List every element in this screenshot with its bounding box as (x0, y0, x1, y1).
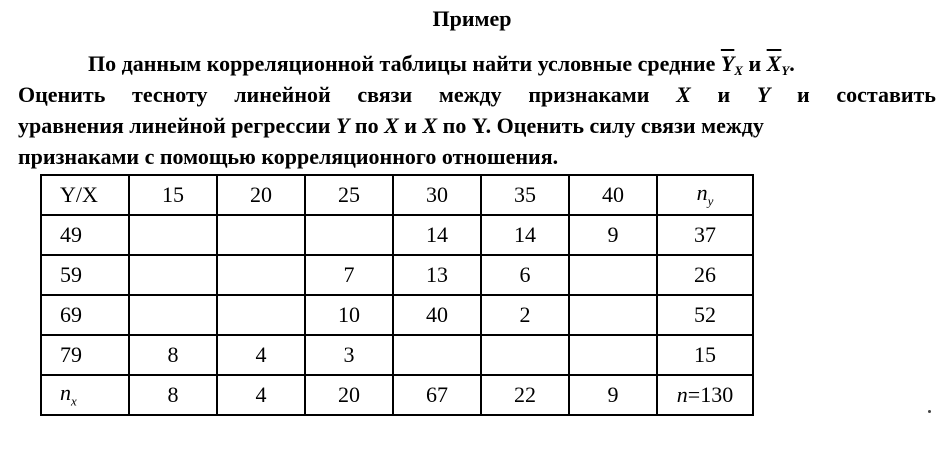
statement-word: и (717, 82, 731, 107)
mean-y-subscript: X (734, 63, 743, 78)
statement-line-2 (18, 79, 936, 110)
page-title: Пример (432, 6, 512, 31)
nx-value: 67 (393, 375, 481, 415)
table-cell: 10 (305, 295, 393, 335)
table-header-row (41, 175, 753, 215)
nx-value: 9 (569, 375, 657, 415)
table-cell: 13 (393, 255, 481, 295)
table-cell (129, 215, 217, 255)
statement-word: тесноту (132, 82, 208, 107)
table-cell (569, 295, 657, 335)
table-cell: 4 (217, 335, 305, 375)
table-header-cell: 15 (129, 175, 217, 215)
statement-text: . (789, 51, 795, 76)
table-cell: 14 (481, 215, 569, 255)
table-cell (217, 255, 305, 295)
statement-text: и (742, 51, 767, 76)
nx-header-cell (41, 375, 129, 415)
table-cell: 8 (129, 335, 217, 375)
row-y-value: 79 (41, 335, 129, 375)
statement-word: признаками (528, 82, 650, 107)
nx-value: 4 (217, 375, 305, 415)
row-ny-value: 26 (657, 255, 753, 295)
table-totals-row (41, 375, 753, 415)
table-cell (569, 255, 657, 295)
statement-text: по (349, 113, 385, 138)
statement-word: Оценить (18, 82, 106, 107)
ny-subscript: y (707, 193, 714, 209)
total-n-value: =130 (687, 382, 734, 407)
table-cell (129, 255, 217, 295)
nx-value: 22 (481, 375, 569, 415)
ny-header-cell (657, 175, 753, 215)
table-header-cell: 25 (305, 175, 393, 215)
problem-statement (18, 48, 936, 172)
table-cell (569, 335, 657, 375)
mean-x-subscript: Y (781, 63, 790, 78)
table-cell (217, 295, 305, 335)
row-ny-value: 52 (657, 295, 753, 335)
statement-text: уравнения линейной регрессии (18, 113, 336, 138)
table-cell (305, 215, 393, 255)
table-cell (393, 335, 481, 375)
statement-word: X (676, 82, 691, 107)
row-y-value: 49 (41, 215, 129, 255)
statement-text: по Y. Оценить силу связи между (437, 113, 764, 138)
table-cell (481, 335, 569, 375)
statement-word: между (438, 82, 502, 107)
table-header-cell: 20 (217, 175, 305, 215)
variable-x: X (422, 113, 438, 138)
statement-text: и (398, 113, 423, 138)
variable-y: Y (335, 113, 350, 138)
mean-y-symbol: $\overline{Y}$ (720, 51, 735, 76)
table-row (41, 295, 753, 335)
table-header-cell: 40 (569, 175, 657, 215)
row-ny-value: 37 (657, 215, 753, 255)
statement-word: связи (357, 82, 413, 107)
variable-x: X (384, 113, 399, 138)
table-cell: 3 (305, 335, 393, 375)
table-cell: 14 (393, 215, 481, 255)
nx-value: 20 (305, 375, 393, 415)
mean-x-symbol: $\overline{X}$ (766, 51, 782, 76)
nx-symbol: n (60, 380, 71, 406)
nx-value: 8 (129, 375, 217, 415)
table-header-cell: 30 (393, 175, 481, 215)
statement-line-4: признаками с помощью корреляционного отношения. (18, 144, 559, 169)
row-ny-value: 15 (657, 335, 753, 375)
table-cell: 6 (481, 255, 569, 295)
table-cell: 7 (305, 255, 393, 295)
statement-word: Y (756, 82, 771, 107)
statement-text: По данным корреляционной таблицы найти условные средние (88, 51, 721, 76)
table-cell: 9 (569, 215, 657, 255)
table-cell (217, 215, 305, 255)
row-y-value: 59 (41, 255, 129, 295)
table-row (41, 215, 753, 255)
statement-word: составить (836, 82, 936, 107)
speck-mark (928, 410, 931, 413)
total-n-symbol: n (676, 382, 688, 407)
row-y-value: 69 (41, 295, 129, 335)
statement-line-3 (18, 110, 936, 141)
table-corner-cell: Y/X (41, 175, 129, 215)
total-n-cell (657, 375, 753, 415)
table-row (41, 335, 753, 375)
nx-subscript: x (71, 393, 77, 409)
table-cell: 40 (393, 295, 481, 335)
table-header-cell: 35 (481, 175, 569, 215)
statement-line-1 (18, 48, 936, 79)
statement-word: и (796, 82, 810, 107)
table-cell (129, 295, 217, 335)
table-cell: 2 (481, 295, 569, 335)
correlation-table (40, 174, 754, 416)
ny-symbol: n (696, 180, 708, 206)
statement-word: линейной (234, 82, 331, 107)
table-row (41, 255, 753, 295)
